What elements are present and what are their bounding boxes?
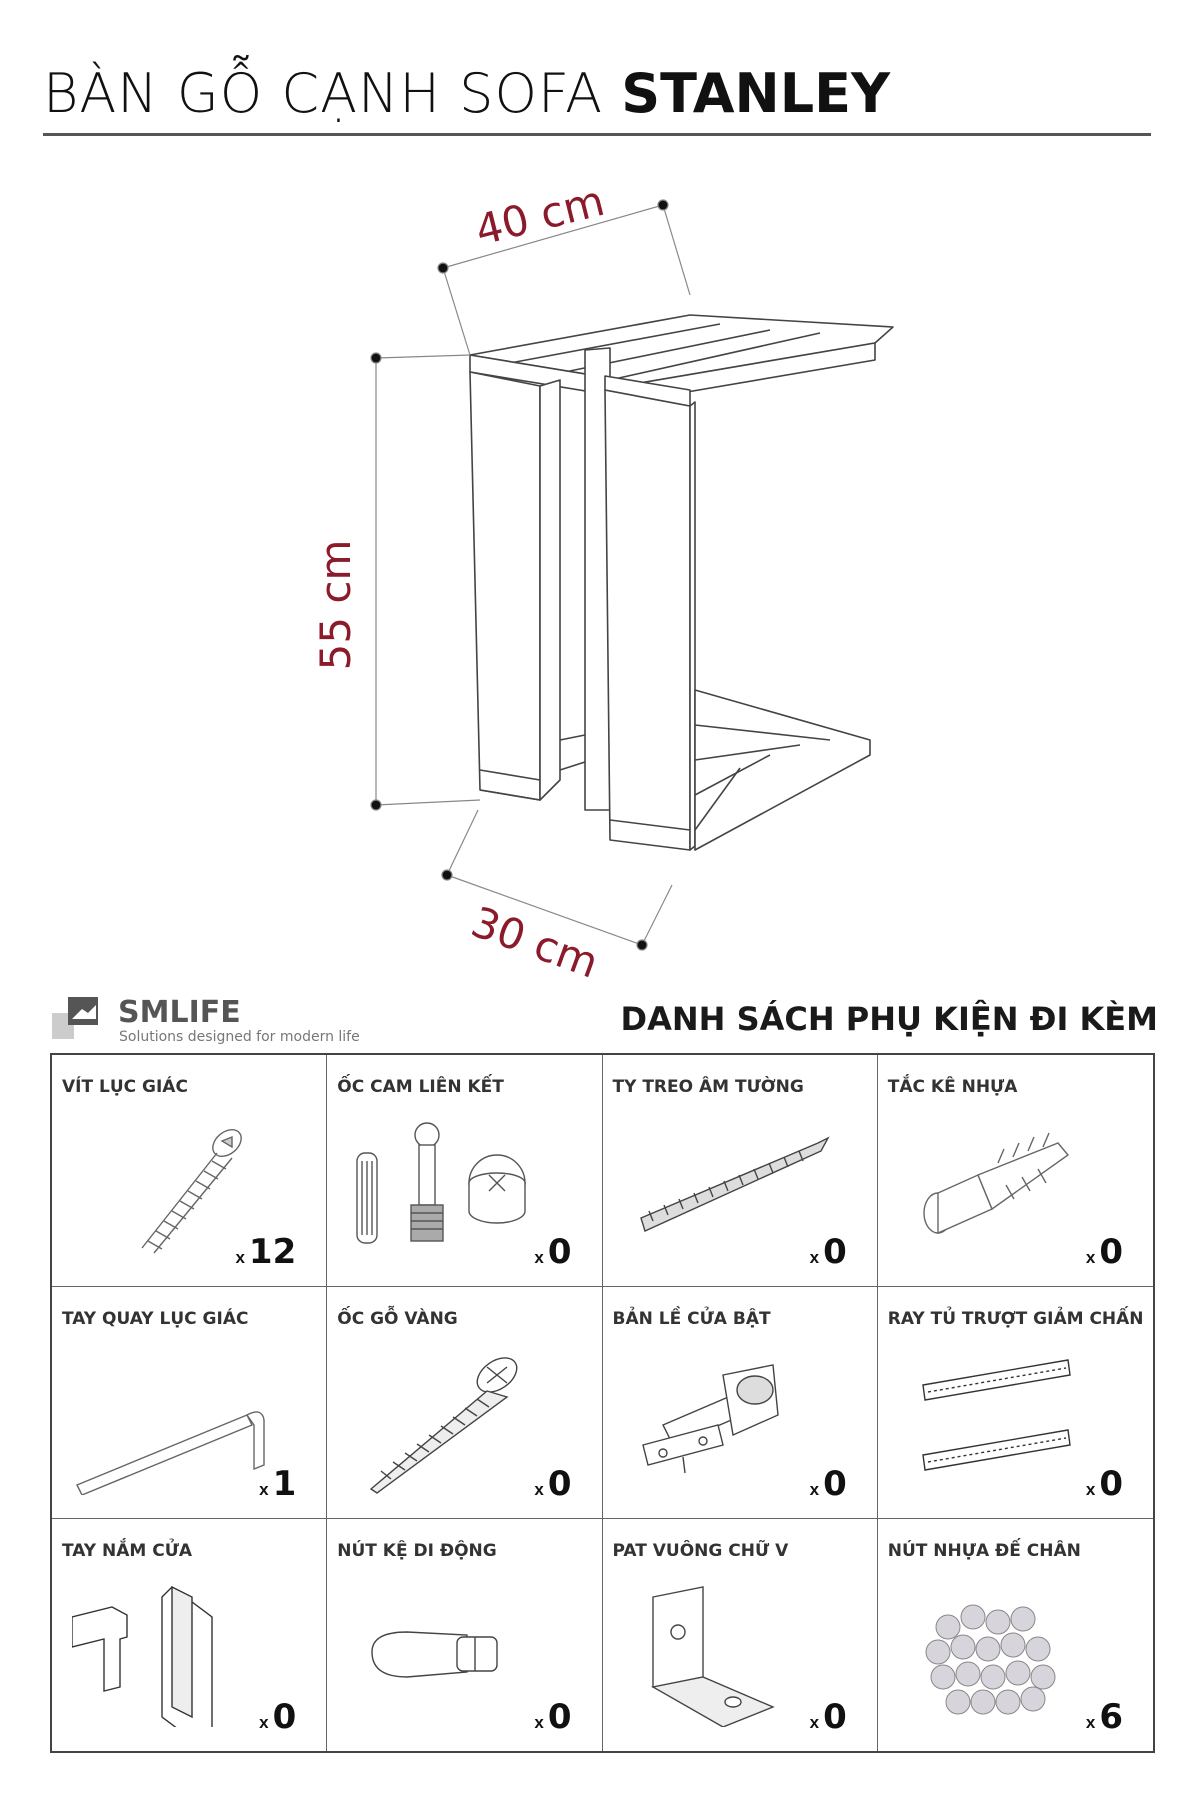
- accessory-label: ỐC GỖ VÀNG: [337, 1309, 458, 1329]
- accessory-quantity: [235, 1232, 296, 1272]
- accessory-label: VÍT LỤC GIÁC: [62, 1077, 188, 1097]
- quantity-prefix: x: [235, 1248, 245, 1267]
- accessory-cell-allen-key: [52, 1287, 327, 1519]
- quantity-prefix: x: [259, 1480, 269, 1499]
- depth-dimension-label: 30 cm: [465, 896, 605, 988]
- accessory-cell-wall-bolt: [603, 1055, 878, 1287]
- brand-name: SMLIFE: [118, 995, 241, 1030]
- quantity-value: 0: [823, 1232, 847, 1272]
- quantity-prefix: x: [534, 1713, 544, 1732]
- accessory-cell-hinge: [603, 1287, 878, 1519]
- accessory-cell-drawer-rail: [878, 1287, 1153, 1519]
- accessory-label: PAT VUÔNG CHỮ V: [612, 1541, 789, 1561]
- quantity-value: 0: [547, 1697, 572, 1737]
- accessory-cell-hex-screw: [52, 1055, 327, 1287]
- accessory-label: TY TREO ÂM TƯỜNG: [612, 1077, 804, 1097]
- quantity-value: 6: [1099, 1697, 1123, 1737]
- accessory-quantity: [810, 1232, 847, 1272]
- quantity-prefix: x: [809, 1248, 820, 1267]
- accessory-quantity: [810, 1464, 847, 1504]
- accessory-quantity: [810, 1697, 847, 1737]
- quantity-prefix: x: [1085, 1713, 1096, 1732]
- quantity-value: 0: [1099, 1464, 1123, 1504]
- brand-tagline: Solutions designed for modern life: [119, 1029, 360, 1045]
- quantity-prefix: x: [809, 1480, 820, 1499]
- accessory-label: ỐC CAM LIÊN KẾT: [337, 1077, 504, 1097]
- quantity-value: 12: [248, 1232, 297, 1272]
- title-product-type: BÀN GỖ CẠNH SOFA: [43, 62, 604, 125]
- quantity-value: 0: [272, 1697, 297, 1737]
- quantity-value: 1: [272, 1464, 297, 1504]
- brand-logo: [52, 995, 372, 1045]
- accessory-cell-shelf-pin: [327, 1519, 602, 1751]
- quantity-value: 0: [823, 1697, 847, 1737]
- accessory-quantity: [534, 1464, 571, 1504]
- accessory-quantity: [534, 1232, 571, 1272]
- accessory-quantity: [1086, 1232, 1123, 1272]
- height-dimension-label: 55 cm: [311, 539, 360, 671]
- accessory-label: TAY NẮM CỬA: [62, 1541, 193, 1561]
- quantity-prefix: x: [534, 1480, 544, 1499]
- accessory-label: NÚT KỆ DI ĐỘNG: [337, 1541, 497, 1561]
- product-dimension-drawing: [0, 150, 1200, 1000]
- accessory-cell-door-handle: [52, 1519, 327, 1751]
- accessory-cell-wall-plug: [878, 1055, 1153, 1287]
- accessory-cell-plastic-foot: [878, 1519, 1153, 1751]
- quantity-value: 0: [547, 1232, 572, 1272]
- accessory-quantity: [1086, 1697, 1123, 1737]
- accessory-label: BẢN LỀ CỬA BẬT: [612, 1309, 771, 1329]
- accessory-quantity: [259, 1464, 296, 1504]
- quantity-value: 0: [823, 1464, 847, 1504]
- accessory-cell-cam-lock: [327, 1055, 602, 1287]
- quantity-prefix: x: [809, 1713, 820, 1732]
- accessory-cell-angle-bracket: [603, 1519, 878, 1751]
- table-base: [695, 690, 870, 850]
- accessories-grid: [50, 1053, 1155, 1753]
- quantity-value: 0: [547, 1464, 572, 1504]
- page-title: [43, 62, 890, 125]
- quantity-prefix: x: [259, 1713, 269, 1732]
- table-right-leg: [605, 390, 690, 850]
- title-product-name: STANLEY: [621, 62, 891, 125]
- accessory-label: TAY QUAY LỤC GIÁC: [62, 1309, 249, 1329]
- accessory-label: RAY TỦ TRƯỢT GIẢM CHẤN: [887, 1309, 1144, 1329]
- title-divider: [43, 133, 1151, 136]
- accessory-quantity: [534, 1697, 571, 1737]
- accessories-title: DANH SÁCH PHỤ KIỆN ĐI KÈM: [620, 1000, 1158, 1038]
- brand-mark-icon: [52, 997, 102, 1041]
- table-left-leg: [470, 372, 540, 800]
- quantity-prefix: x: [1085, 1480, 1096, 1499]
- quantity-prefix: x: [1085, 1248, 1096, 1267]
- accessory-quantity: [259, 1697, 296, 1737]
- accessory-label: NÚT NHỰA ĐẾ CHÂN: [887, 1541, 1081, 1561]
- accessory-label: TẮC KÊ NHỰA: [887, 1077, 1018, 1097]
- quantity-prefix: x: [534, 1248, 544, 1267]
- quantity-value: 0: [1099, 1232, 1123, 1272]
- width-dimension-label: 40 cm: [470, 175, 610, 256]
- accessory-cell-wood-screw: [327, 1287, 602, 1519]
- accessory-quantity: [1086, 1464, 1123, 1504]
